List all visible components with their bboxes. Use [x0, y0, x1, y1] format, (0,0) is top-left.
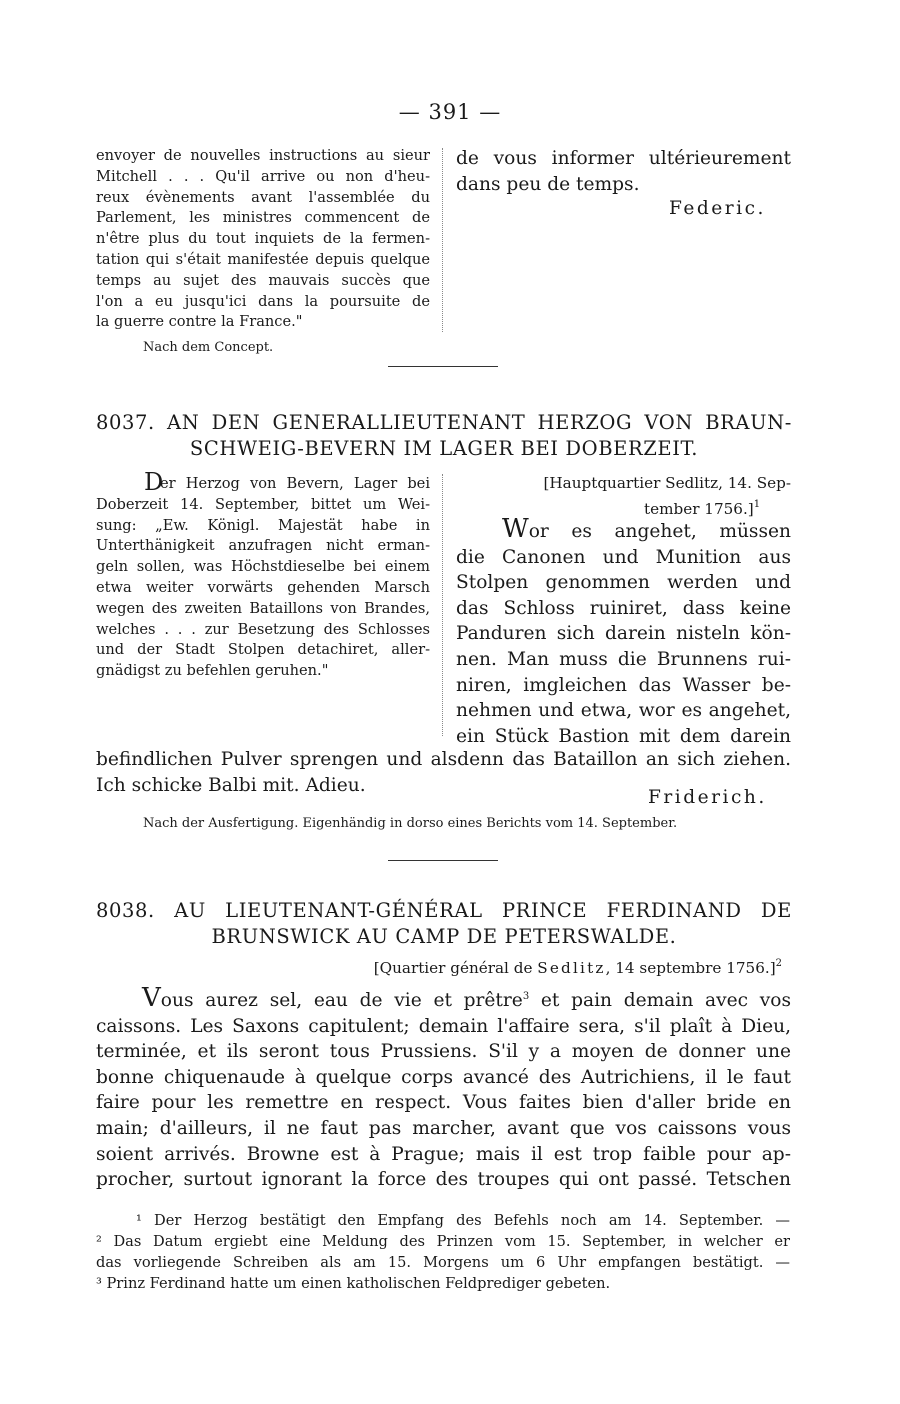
text-initial: W	[502, 514, 529, 544]
text-line1-b: et pain demain avec vos	[529, 990, 792, 1011]
summary-line	[96, 468, 430, 496]
text-line: ein Stück Bastion mit dem darein	[456, 725, 791, 747]
letter-8038-heading-line1	[96, 898, 792, 924]
letter-8037-heading-line1	[96, 410, 792, 436]
text-line	[456, 514, 791, 545]
page-number: — 391 —	[398, 100, 502, 124]
letter-8037-number: 8037.	[96, 411, 155, 434]
summary-line: gnädigst zu befehlen geruhen."	[96, 662, 329, 680]
prev-left-line: tation qui s'était manifestée depuis quelque	[96, 250, 430, 268]
prev-right-line: dans peu de temps.	[456, 173, 640, 195]
footnote: ³ Prinz Ferdinand hatte um einen katholischen Feldprediger gebeten.	[96, 1275, 611, 1292]
summary-line: etwa weiter vorwärts gehenden Marsch	[96, 578, 430, 596]
summary-initial: D	[144, 468, 164, 496]
footnote: das vorliegende Schreiben als am 15. Morgens um 6 Uhr empfangen bestätigt. —	[96, 1254, 790, 1271]
letter-8038-number: 8038.	[96, 899, 155, 922]
text-line: Stolpen genommen werden und	[456, 572, 791, 594]
prev-left-line: la guerre contre la France."	[96, 313, 303, 331]
text-line: main; d'ailleurs, il ne faut pas marcher, avant que vos caissons vous	[96, 1117, 791, 1139]
footnote: ¹ Der Herzog bestätigt den Empfang des Befehls noch am 14. September. —	[136, 1212, 790, 1229]
section-divider	[388, 366, 498, 367]
summary-line-text: er Herzog von Bevern, Lager bei	[160, 475, 430, 492]
text-line1-a: ous aurez sel, eau de vie et prêtre	[160, 990, 523, 1011]
text-line: das Schloss ruiniret, dass keine	[456, 597, 791, 619]
date-pre: [Quartier général de	[373, 959, 538, 977]
summary-line: welches . . . zur Besetzung des Schlosses	[96, 620, 430, 638]
prev-left-line: Parlement, les ministres commencent de	[96, 209, 430, 227]
prev-left-line: temps au sujet des mauvais succès que	[96, 271, 430, 289]
text-line: terminée, et ils seront tous Prussiens. S'il y a moyen de donner une	[96, 1041, 791, 1063]
summary-line: Doberzeit 14. September, bittet um Wei-	[96, 495, 430, 513]
summary-line: Unterthänigkeit anzufragen nicht erman-	[96, 537, 430, 555]
summary-line: wegen des zweiten Bataillons von Brandes,	[96, 599, 430, 617]
letter-8037-source-note: Nach der Ausfertigung. Eigenhändig in dorso eines Berichts vom 14. September.	[143, 816, 678, 831]
text-line: caissons. Les Saxons capitulent; demain l'affaire sera, s'il plaît à Dieu,	[96, 1015, 791, 1037]
prev-left-line: envoyer de nouvelles instructions au sieur	[96, 147, 430, 164]
text-line: Panduren sich darein nisteln kön-	[456, 623, 791, 645]
prev-right-line: de vous informer ultérieurement	[456, 148, 791, 169]
letter-8038-heading-line2: BRUNSWICK AU CAMP DE PETERSWALDE.	[211, 925, 677, 948]
date-line1-text: [Hauptquartier Sedlitz, 14. Sep-	[543, 474, 791, 492]
prev-letter-right-column	[456, 146, 791, 197]
summary-line: geln sollen, was Höchstdieselbe bei einem	[96, 558, 430, 576]
prev-left-line: n'être plus du tout inquiets de la fermen-	[96, 230, 430, 248]
date-line2-text: tember 1756.]	[644, 500, 754, 518]
letter-8037-column-divider	[442, 474, 443, 736]
letter-8037-date	[456, 472, 791, 520]
text-initial: V	[142, 983, 161, 1013]
letter-8037-signature: Friderich.	[648, 787, 767, 808]
footnote-ref: 3	[522, 991, 530, 1002]
prev-signature: Federic.	[669, 198, 766, 219]
text-line: soient arrivés. Browne est à Prague; mais il est trop faible pour ap-	[96, 1143, 791, 1165]
date-line1	[456, 472, 791, 494]
letter-8038-heading-text1: AU LIEUTENANT-GÉNÉRAL PRINCE FERDINAND DE	[174, 899, 792, 922]
text-line: nehmen und etwa, wor es angehet,	[456, 700, 791, 722]
prev-source-note: Nach dem Concept.	[143, 340, 274, 355]
summary-line: und der Stadt Stolpen detachiret, aller-	[96, 641, 430, 659]
footnote-ref: 1	[753, 499, 761, 510]
text-line: procher, surtout ignorant la force des troupes qui ont passé. Tetschen	[96, 1169, 791, 1191]
text-line: die Canonen und Munition aus	[456, 546, 791, 568]
letter-8038-date	[96, 958, 782, 977]
prev-left-line: reux évènements avant l'assemblée du	[96, 188, 430, 206]
text-line: Ich schicke Balbi mit. Adieu.	[96, 774, 366, 796]
prev-left-line: Mitchell . . . Qu'il arrive ou non d'heu-	[96, 167, 430, 185]
letter-8037-heading	[96, 410, 792, 462]
date-place: Sedlitz	[537, 959, 606, 977]
footnotes	[96, 1210, 790, 1294]
date-post: , 14 septembre 1756.]	[605, 959, 776, 977]
letter-8037-summary	[96, 468, 430, 682]
letter-8037-text-right	[456, 514, 791, 749]
text-line	[96, 984, 791, 1014]
summary-line: sung: „Ew. Königl. Majestät habe in	[96, 516, 430, 534]
text-line-first: or es angehet, müssen	[528, 521, 791, 542]
text-line: bonne chiquenaude à quelque corps avancé des Autrichiens, il le faut	[96, 1066, 791, 1088]
letter-8037-heading-line2: SCHWEIG-BEVERN IM LAGER BEI DOBERZEIT.	[189, 437, 699, 460]
text-line: befindlichen Pulver sprengen und alsdenn das Bataillon an sich ziehen.	[96, 749, 791, 770]
text-line: niren, imgleichen das Wasser be-	[456, 674, 791, 696]
footnote: ² Das Datum ergiebt eine Meldung des Prinzen vom 15. September, in welcher er	[96, 1233, 790, 1250]
letter-8038-heading	[96, 898, 792, 950]
prev-column-divider	[442, 148, 443, 332]
prev-left-line: l'on a eu jusqu'ici dans la poursuite de	[96, 292, 430, 310]
letter-8038-text	[96, 984, 791, 1193]
text-line: nen. Man muss die Brunnens rui-	[456, 648, 791, 670]
prev-letter-left-column	[96, 146, 430, 333]
section-divider	[388, 860, 498, 861]
letter-8037-heading-text1: AN DEN GENERALLIEUTENANT HERZOG VON BRAUN-	[167, 411, 792, 434]
text-line: faire pour les remettre en respect. Vous faites bien d'aller bride en	[96, 1092, 791, 1114]
footnote-ref: 2	[775, 958, 782, 969]
